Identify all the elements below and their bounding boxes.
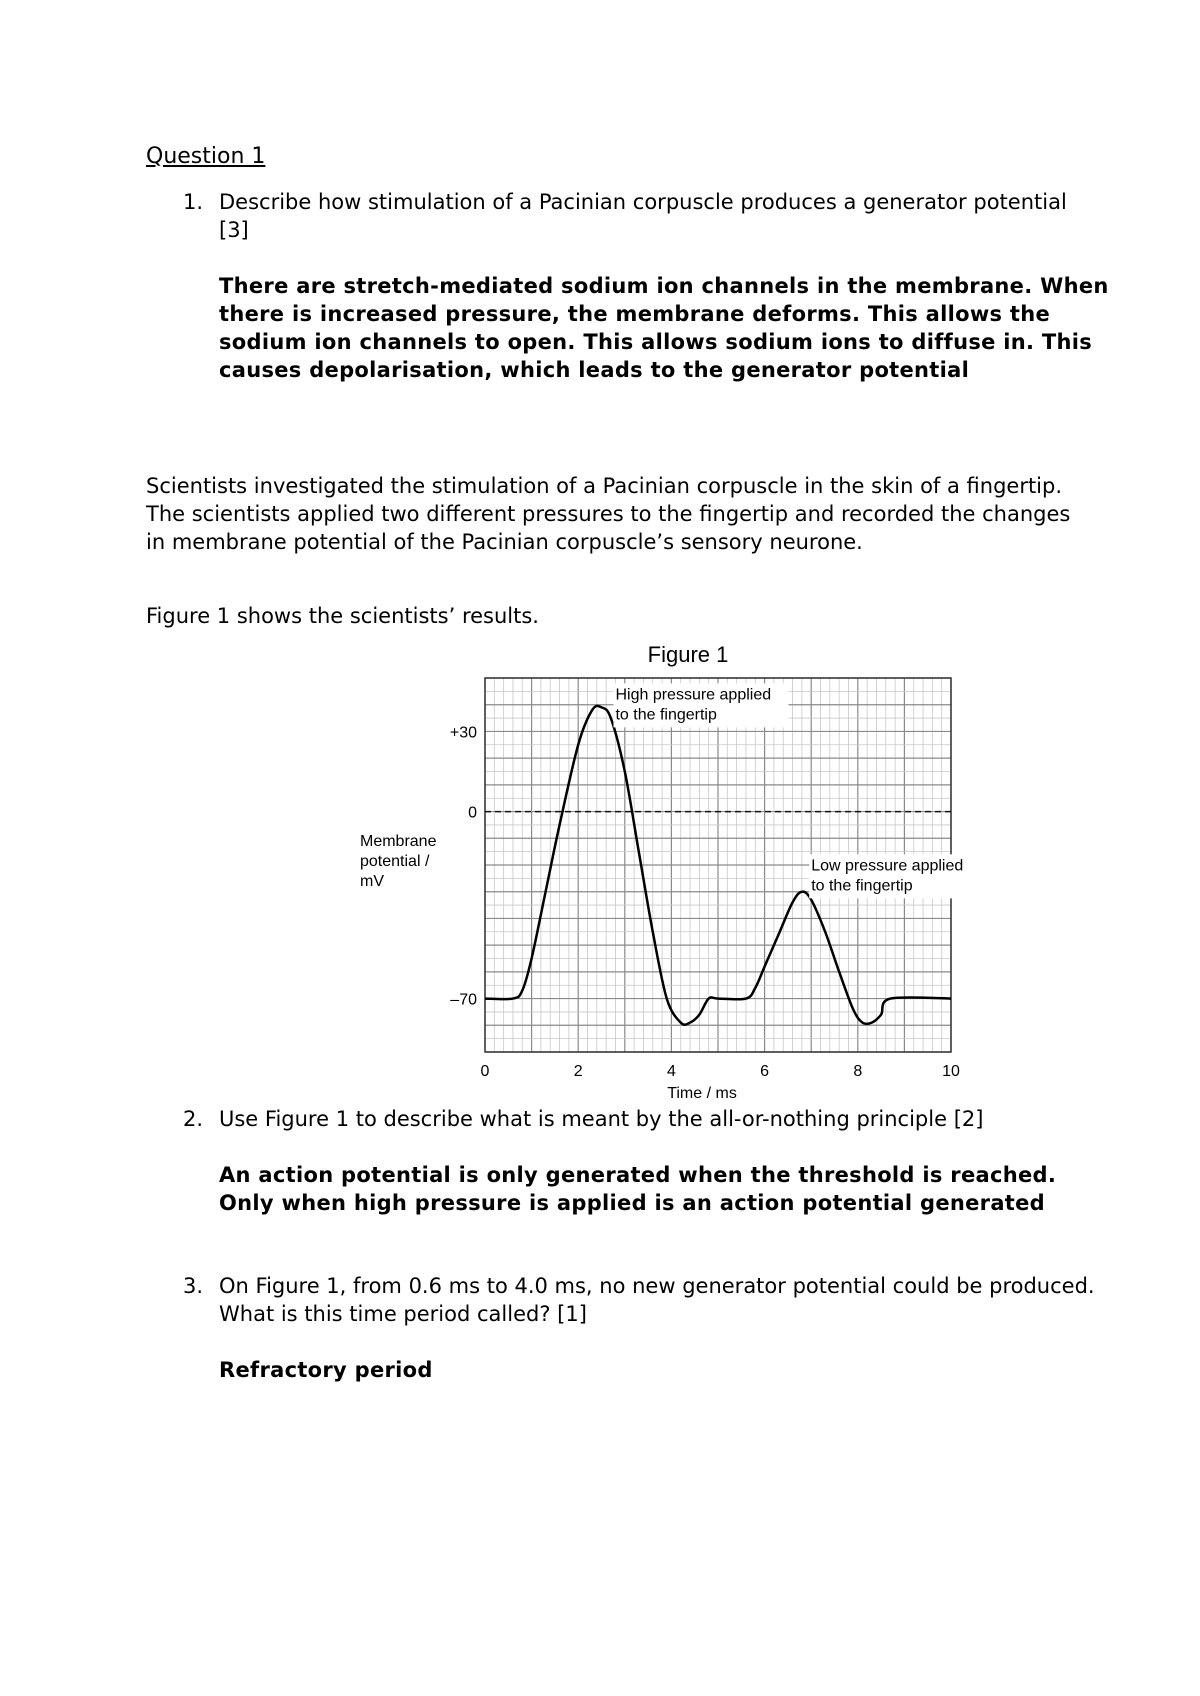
question-2-text: Use Figure 1 to describe what is meant by the all-or-nothing principle [2] (219, 1107, 984, 1131)
x-tick-label: 6 (760, 1063, 770, 1080)
y-tick-label: +30 (449, 724, 477, 742)
chart-annotation: High pressure applied (615, 686, 772, 704)
question-1-number: 1. (183, 190, 204, 214)
question-heading: Question 1 (146, 144, 266, 169)
intro-paragraph: Scientists investigated the stimulation of a Pacinian corpuscle in the skin of a fingertip. The scientists applied two different pressures to the fingertip and recorded the changes in membrane potential of the Pacinian corpuscle’s sensory neurone. (146, 474, 1071, 554)
chart-title: Figure 1 (647, 642, 729, 667)
y-axis-label: mV (360, 873, 384, 890)
chart-annotation: Low pressure applied (811, 857, 964, 875)
chart-annotation: to the fingertip (811, 877, 913, 895)
x-tick-label: 8 (853, 1063, 863, 1080)
question-1-answer: There are stretch-mediated sodium ion channels in the membrane. When there is increased pressure, the membrane deforms. This allows the sodium ion channels to open. This allows sodium ions to diffuse in. This causes depolarisation, which leads to the generator potential (219, 274, 1109, 382)
x-axis-label: Time / ms (667, 1085, 737, 1102)
x-tick-label: 2 (573, 1063, 583, 1080)
x-tick-label: 10 (942, 1063, 960, 1080)
question-3-text: On Figure 1, from 0.6 ms to 4.0 ms, no new generator potential could be produced. What is this time period called? [1] (219, 1274, 1095, 1326)
y-axis-label: Membrane (360, 833, 437, 850)
question-2-number: 2. (183, 1107, 204, 1131)
figure-reference: Figure 1 shows the scientists’ results. (146, 604, 539, 628)
figure-1-chart (355, 640, 995, 1110)
chart-annotation: to the fingertip (615, 706, 717, 724)
question-1-text: Describe how stimulation of a Pacinian corpuscle produces a generator potential [3] (219, 190, 1067, 242)
x-tick-label: 0 (480, 1063, 490, 1080)
x-tick-label: 4 (666, 1063, 676, 1080)
question-3-answer: Refractory period (219, 1358, 433, 1382)
question-3-number: 3. (183, 1274, 204, 1298)
y-tick-label: 0 (468, 804, 477, 822)
y-tick-label: –70 (450, 991, 477, 1009)
question-2-answer: An action potential is only generated when the threshold is reached. Only when high pressure is applied is an action potential generated (219, 1163, 1057, 1215)
y-axis-label: potential / (360, 853, 430, 870)
